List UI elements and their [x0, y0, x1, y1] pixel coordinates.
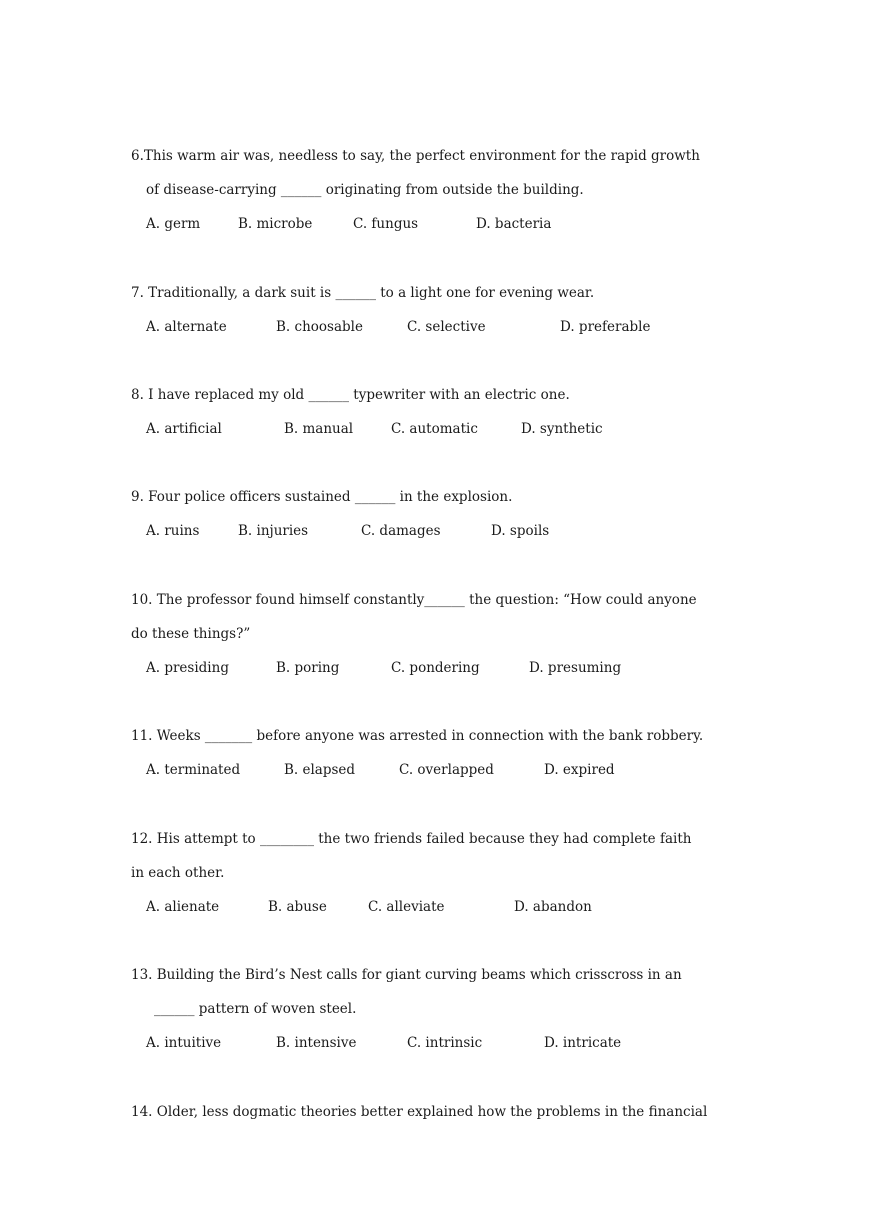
option-b: B. abuse: [268, 899, 327, 915]
option-d: D. presuming: [529, 660, 622, 676]
option-a: A. presiding: [146, 660, 229, 676]
option-a: A. terminated: [146, 762, 241, 778]
option-d: D. bacteria: [476, 216, 552, 232]
option-d: D. intricate: [544, 1035, 622, 1051]
question-7-line-1: 7. Traditionally, a dark suit is ______ to a light one for evening wear.: [131, 285, 595, 301]
option-c: C. intrinsic: [407, 1035, 483, 1051]
option-c: C. overlapped: [399, 762, 494, 778]
question-10-line-2: do these things?”: [131, 626, 251, 642]
option-b: B. elapsed: [284, 762, 356, 778]
option-d: D. expired: [544, 762, 615, 778]
question-6-line-2: of disease-carrying ______ originating from outside the building.: [146, 182, 584, 198]
question-9-line-1: 9. Four police officers sustained ______ in the explosion.: [131, 489, 513, 505]
option-b: B. choosable: [276, 319, 363, 335]
question-14-line-1: 14. Older, less dogmatic theories better explained how the problems in the financial: [131, 1104, 708, 1120]
question-12-line-2: in each other.: [131, 865, 225, 881]
question-12-line-1: 12. His attempt to ________ the two friends failed because they had complete faith: [131, 831, 692, 847]
option-a: A. germ: [146, 216, 201, 232]
option-a: A. intuitive: [146, 1035, 222, 1051]
option-c: C. damages: [361, 523, 441, 539]
question-6-line-1: 6.This warm air was, needless to say, the perfect environment for the rapid growth: [131, 148, 700, 164]
question-13-line-1: 13. Building the Bird’s Nest calls for giant curving beams which crisscross in an: [131, 967, 682, 983]
option-a: A. alienate: [146, 899, 220, 915]
question-13-line-2: ______ pattern of woven steel.: [154, 1001, 357, 1017]
option-a: A. alternate: [146, 319, 227, 335]
question-11-line-1: 11. Weeks _______ before anyone was arrested in connection with the bank robbery.: [131, 728, 704, 744]
option-d: D. spoils: [491, 523, 550, 539]
option-c: C. selective: [407, 319, 486, 335]
option-c: C. pondering: [391, 660, 480, 676]
option-d: D. preferable: [560, 319, 651, 335]
option-b: B. manual: [284, 421, 354, 437]
option-c: C. fungus: [353, 216, 419, 232]
option-b: B. injuries: [238, 523, 309, 539]
option-b: B. poring: [276, 660, 340, 676]
question-10-line-1: 10. The professor found himself constantly______ the question: “How could anyone: [131, 592, 697, 608]
option-a: A. artificial: [146, 421, 222, 437]
option-c: C. alleviate: [368, 899, 445, 915]
question-8-line-1: 8. I have replaced my old ______ typewriter with an electric one.: [131, 387, 570, 403]
option-d: D. synthetic: [521, 421, 603, 437]
option-a: A. ruins: [146, 523, 200, 539]
option-b: B. microbe: [238, 216, 313, 232]
option-b: B. intensive: [276, 1035, 357, 1051]
option-c: C. automatic: [391, 421, 478, 437]
option-d: D. abandon: [514, 899, 592, 915]
